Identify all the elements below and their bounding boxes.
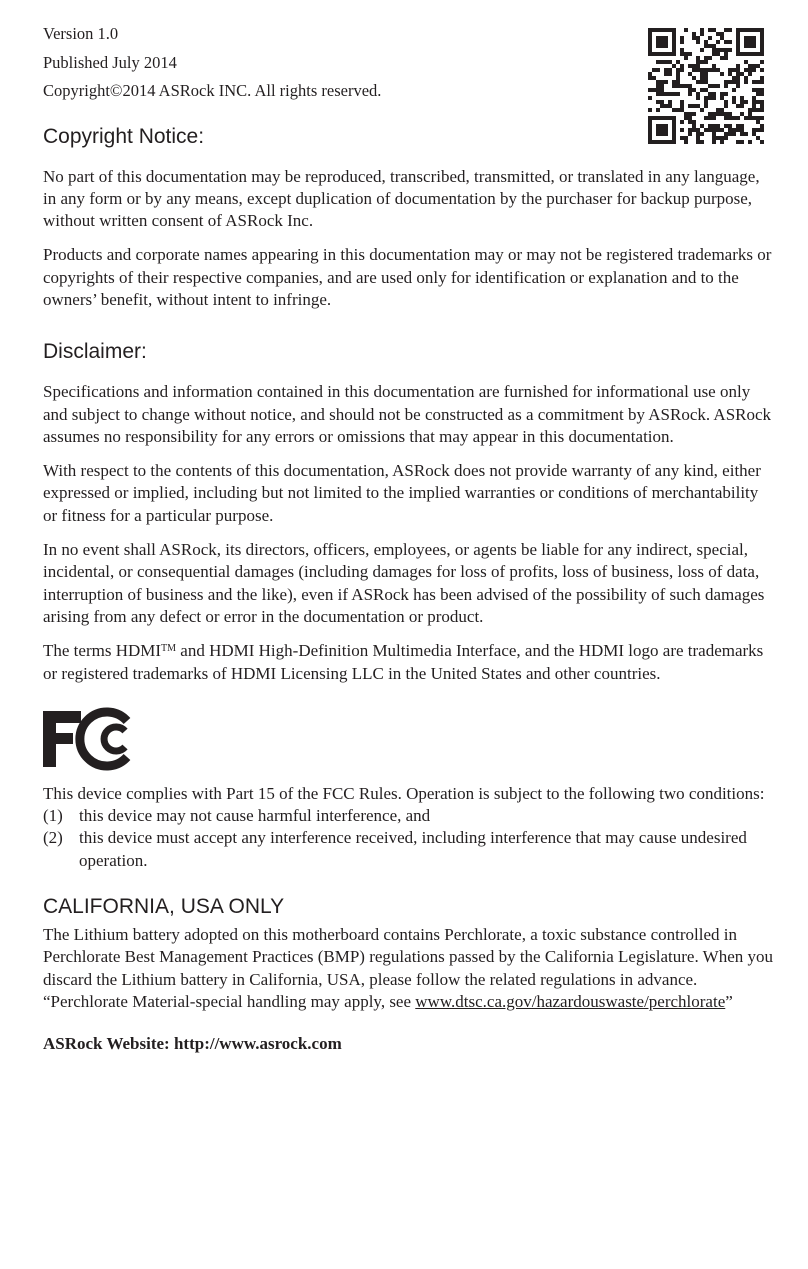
copyright-line: Copyright©2014 ASRock INC. All rights reserved. [43,81,382,100]
disclaimer-paragraph-2: With respect to the contents of this documentation, ASRock does not provide warranty of any kind, either expressed or implied, including but not limited to the implied warranties or conditions of merchantability or fitness for a particular purpose. [43,461,761,525]
fcc-intro: This device complies with Part 15 of the FCC Rules. Operation is subject to the following two conditions: [43,783,765,803]
version-text: Version 1.0 [43,24,119,43]
disclaimer-paragraph-3: In no event shall ASRock, its directors, officers, employees, or agents be liable for any indirect, special, incidental, or consequential damages (including damages for loss of profits, loss of business, loss of data, interruption of business and the like), even if ASRock has been advised of the possibility of such damages arising from any defect or error in the documentation or product. [43,540,765,626]
fcc-conditions-list [43,805,773,872]
document-page [43,20,773,1055]
disclaimer-heading: Disclaimer: [43,340,147,364]
disclaimer-paragraph-1: Specifications and information contained in this documentation are furnished for informational use only and subject to change without notice, and should not be constructed as a commitment by ASRock. ASRock assumes no responsibility for any errors or omissions that may appear in this documentation. [43,382,772,446]
fcc-logo [43,707,131,771]
copyright-notice-heading: Copyright Notice: [43,124,205,148]
perchlorate-quote: “Perchlorate Material-special handling may apply, see www.dtsc.ca.gov/hazardouswaste/perchlorate” [43,991,733,1011]
hdmi-trademark-paragraph [43,640,773,685]
hdmi-text-post: and HDMI High-Definition Multimedia Interface, and the HDMI logo are trademarks or registered trademarks of HDMI Licensing LLC in the United States and other countries. [43,641,764,683]
fcc-condition-2: (2) this device must accept any interference received, including interference that may cause undesired operation. [43,828,747,870]
hdmi-text-pre: The terms HDMI [43,641,162,661]
asrock-website: ASRock Website: http://www.asrock.com [43,1034,342,1054]
published-date: Published July 2014 [43,52,177,72]
copyright-notice-paragraph-1: No part of this documentation may be reproduced, transcribed, transmitted, or translated in any language, in any form or by any means, except duplication of documentation by the purchaser for backup purpose, without written consent of ASRock Inc. [43,166,760,231]
trademark-superscript: TM [161,643,177,655]
california-paragraph: The Lithium battery adopted on this motherboard contains Perchlorate, a toxic substance controlled in Perchlorate Best Management Practices (BMP) regulations passed by the California Legislature. When you discard the Lithium battery in California, USA, please follow the related regulations in advance. [43,925,774,989]
dtsc-perchlorate-link[interactable]: www.dtsc.ca.gov/hazardouswaste/perchlorate [415,991,726,1011]
california-heading: CALIFORNIA, USA ONLY [43,895,285,919]
copyright-notice-paragraph-2: Products and corporate names appearing in this documentation may or may not be registered trademarks or copyrights of their respective companies, and are used only for identification or explanation and to the owners’ benefit, without intent to infringe. [43,245,772,309]
fcc-condition-1: (1) this device may not cause harmful interference, and [43,806,431,826]
